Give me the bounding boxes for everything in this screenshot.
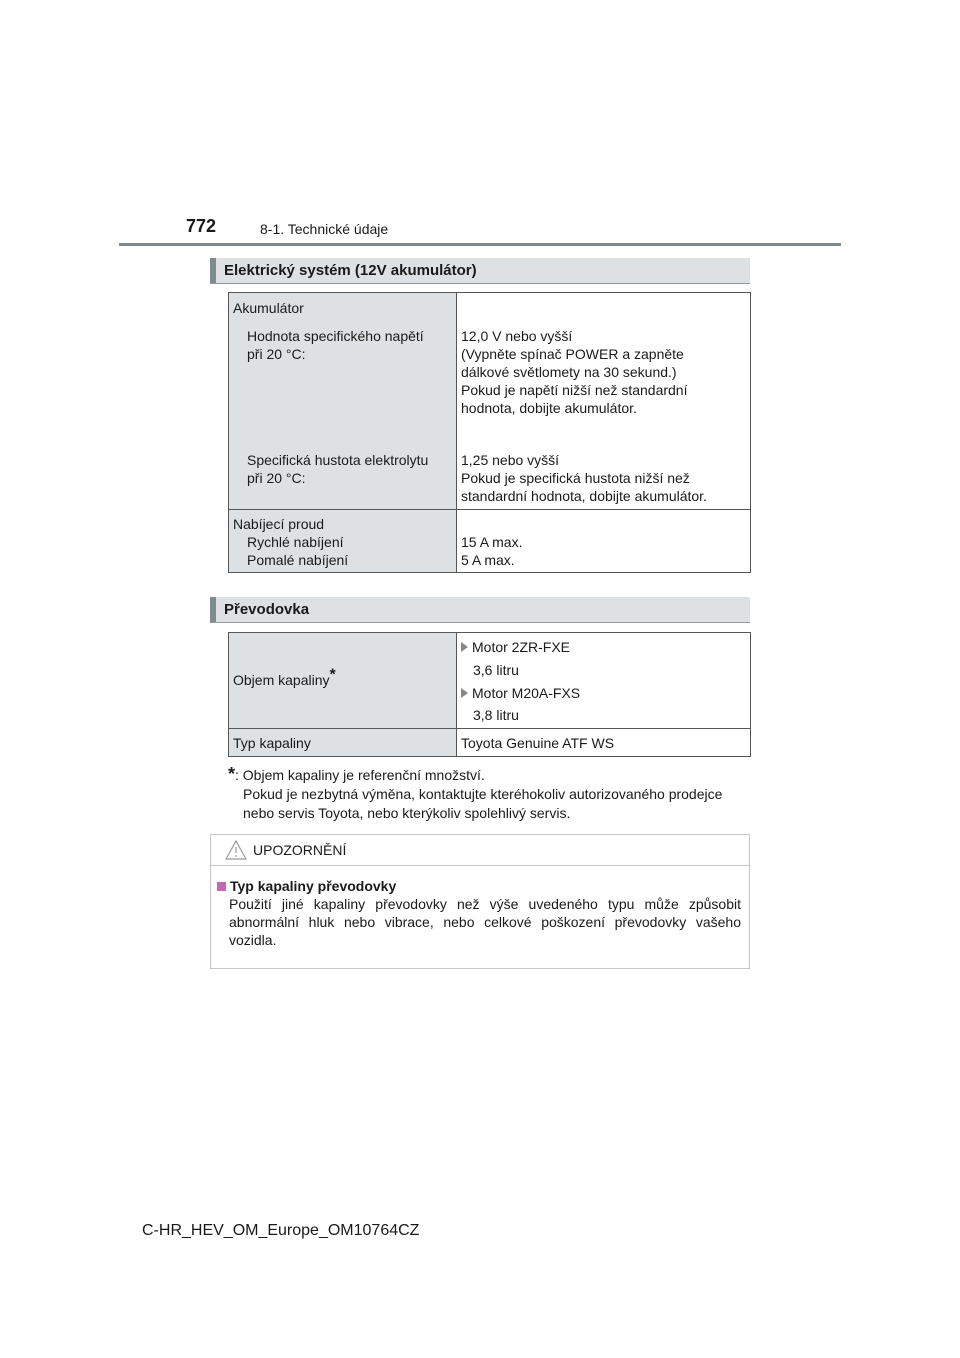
section-heading-transmission <box>210 597 750 623</box>
engine-capacity: 3,6 litru <box>473 662 519 678</box>
voltage-value: 12,0 V nebo vyšší (Vypněte spínač POWER a zapněte dálkové světlomety na 30 sekund.) Pokud je napětí nižší než standardní hodnota, dobijte akumulátor. <box>461 328 688 416</box>
warning-body <box>217 877 741 949</box>
heading-bar <box>210 597 216 622</box>
asterisk-marker: * <box>329 666 336 684</box>
chapter-title: 8-1. Technické údaje <box>260 221 389 237</box>
warning-title: UPOZORNĚNÍ <box>253 842 347 858</box>
heading-bar <box>210 258 216 283</box>
table-row <box>229 729 751 757</box>
charging-label: Nabíjecí proud <box>233 516 325 532</box>
fast-charge-value: 15 A max. <box>461 534 523 550</box>
warning-text: Použití jiné kapaliny převodovky než výše uvedeného typu může způsobit abnormální hluk nebo vibrace, nebo celkové poškození převodovky vašeho vozidla. <box>229 896 741 948</box>
engine-capacity: 3,8 litru <box>473 707 519 723</box>
capacity-label-wrap <box>233 666 336 689</box>
document-code: C-HR_HEV_OM_Europe_OM10764CZ <box>142 1222 420 1239</box>
fast-charge-label: Rychlé nabíjení <box>247 534 344 550</box>
engine-name: Motor M20A-FXS <box>472 685 581 701</box>
slow-charge-value: 5 A max. <box>461 552 515 568</box>
footnote-line: Pokud je nezbytná výměna, kontaktujte kteréhokoliv autorizovaného prodejce <box>243 786 723 802</box>
warning-header <box>211 835 749 866</box>
table-row <box>229 510 751 573</box>
warning-subtitle: Typ kapaliny převodovky <box>230 878 397 894</box>
footnote-marker: * <box>228 764 236 784</box>
engine-item <box>461 638 570 656</box>
capacity-label: Objem kapaliny <box>233 672 330 688</box>
square-bullet-icon <box>217 882 226 891</box>
density-value: 1,25 nebo vyšší Pokud je specifická hustota nižší než standardní hodnota, dobijte akumulátor. <box>461 452 707 504</box>
slow-charge-label: Pomalé nabíjení <box>247 552 349 568</box>
triangle-bullet-icon <box>461 688 468 698</box>
triangle-bullet-icon <box>461 642 468 652</box>
density-label: Specifická hustota elektrolytu při 20 °C: <box>247 452 429 486</box>
section-heading-electrical <box>210 258 750 284</box>
footnote-line: nebo servis Toyota, nebo kterýkoliv spolehlivý servis. <box>243 805 571 821</box>
section-title: Převodovka <box>224 601 310 618</box>
warning-triangle-icon <box>225 840 247 860</box>
section-title: Elektrický systém (12V akumulátor) <box>224 262 477 279</box>
page-number: 772 <box>186 216 217 236</box>
fluid-type-value: Toyota Genuine ATF WS <box>461 735 615 751</box>
transmission-spec-table <box>228 632 751 757</box>
electrical-spec-table <box>228 292 751 573</box>
engine-item <box>461 684 580 702</box>
battery-label: Akumulátor <box>233 300 304 316</box>
footnote <box>228 765 752 823</box>
table-row <box>229 293 751 510</box>
table-row <box>229 633 751 729</box>
warning-box <box>210 834 750 969</box>
voltage-label: Hodnota specifického napětí při 20 °C: <box>247 328 424 362</box>
footnote-line: : Objem kapaliny je referenční množství. <box>235 767 485 783</box>
engine-name: Motor 2ZR-FXE <box>472 639 571 655</box>
fluid-type-label: Typ kapaliny <box>233 735 311 751</box>
header-divider <box>119 243 841 246</box>
